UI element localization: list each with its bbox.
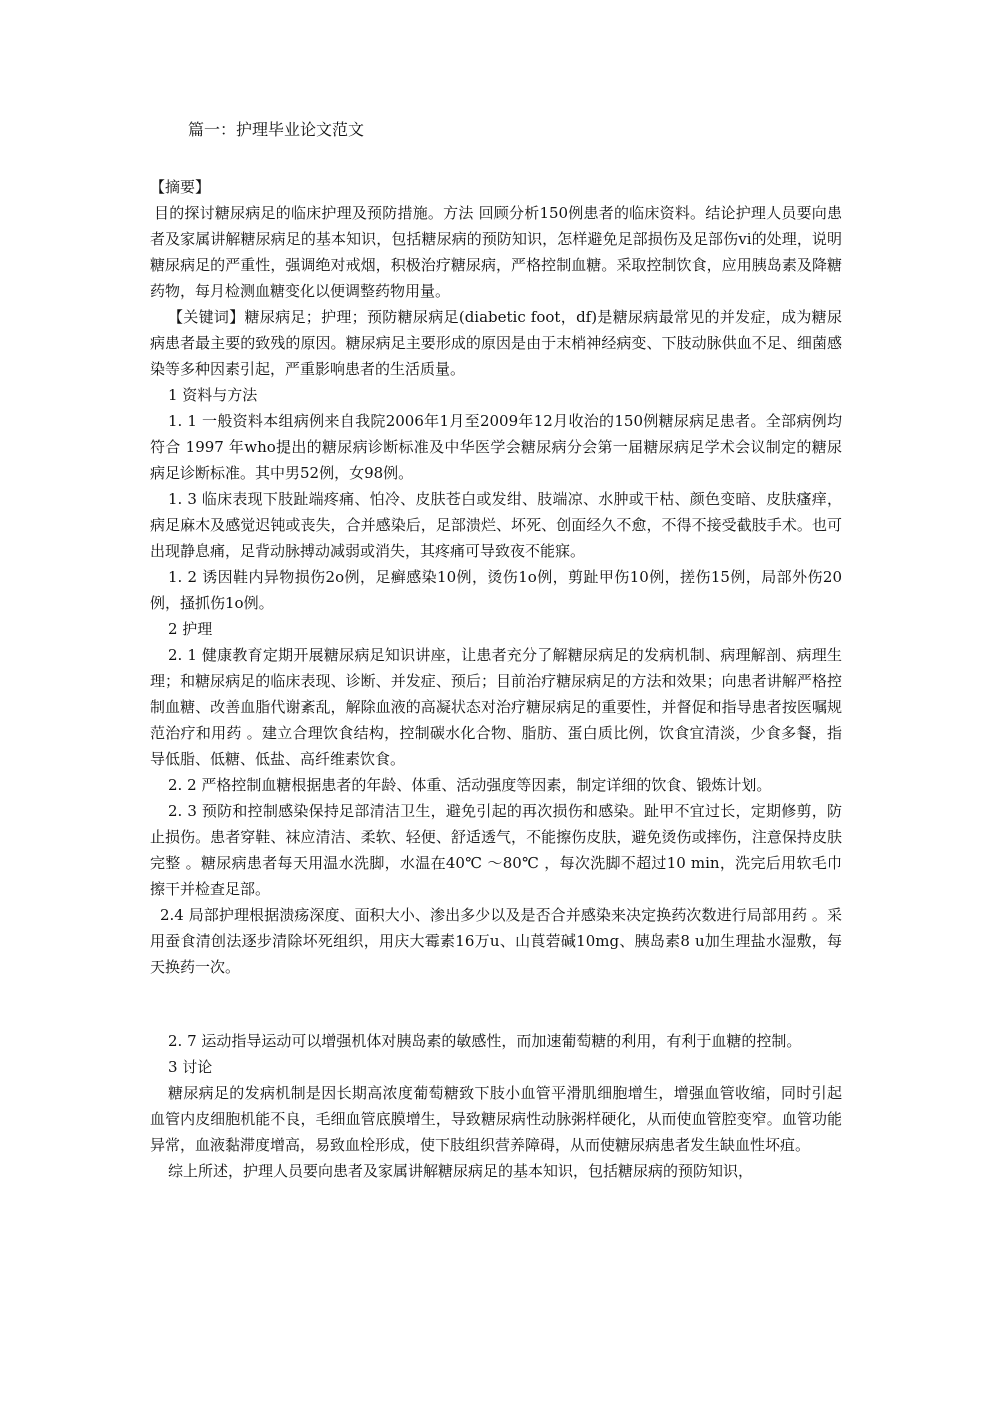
section-1-heading: 1 资料与方法 (168, 386, 258, 404)
abstract-paragraph: 目的探讨糖尿病足的临床护理及预防措施。方法 回顾分析150例患者的临床资料。结论护理人员要向患者及家属讲解糖尿病足的基本知识，包括糖尿病的预防知识，怎样避免足部损伤及足部伤vi的处理，说明糖尿病足的严重性，强调绝对戒烟，积极治疗糖尿病，严格控制血糖。采取控制饮食，应用胰岛素及降糖药物，每月检测血糖变化以便调整药物用量。 (150, 204, 842, 300)
paragraph-2-1: 2. 1 健康教育定期开展糖尿病足知识讲座，让患者充分了解糖尿病足的发病机制、病理解剖、病理生理；和糖尿病足的临床表现、诊断、并发症、预后；目前治疗糖尿病足的方法和效果；向患者讲解严格控制血糖、改善血脂代谢紊乱，解除血液的高凝状态对治疗糖尿病足的重要性，并督促和指导患者按医嘱规范治疗和用药 。建立合理饮食结构，控制碳水化合物、脂肪、蛋白质比例，饮食宜清淡，少食多餐，指导低脂、低糖、低盐、高纤维素饮食。 (150, 646, 842, 768)
document-title: 篇一：护理毕业论文范文 (188, 120, 365, 139)
keywords-paragraph: 【关键词】糖尿病足；护理；预防糖尿病足(diabetic foot，df)是糖尿病最常见的并发症，成为糖尿病患者最主要的致残的原因。糖尿病足主要形成的原因是由于末梢神经病变、下肢动脉供血不足、细菌感染等多种因素引起，严重影响患者的生活质量。 (150, 308, 842, 378)
paragraph-gap (150, 980, 842, 1028)
paragraph-2-3: 2. 3 预防和控制感染保持足部清洁卫生，避免引起的再次损伤和感染。趾甲不宜过长，定期修剪，防止损伤。患者穿鞋、袜应清洁、柔软、轻便、舒适透气，不能擦伤皮肤，避免烫伤或摔伤，注意保持皮肤完整 。糖尿病患者每天用温水洗脚，水温在40℃ ～80℃ ，每次洗脚不超过10 min，洗完后用软毛巾擦干并检查足部。 (150, 802, 842, 898)
paragraph-1-1: 1. 1 一般资料本组病例来自我院2006年1月至2009年12月收治的150例糖尿病足患者。全部病例均符合 1997 年who提出的糖尿病诊断标准及中华医学会糖尿病分会第一届糖尿病足学术会议制定的糖尿病足诊断标准。其中男52例，女98例。 (150, 412, 842, 482)
section-3-heading: 3 讨论 (168, 1058, 213, 1076)
paragraph-2-4: 2.4 局部护理根据溃疡深度、面积大小、渗出多少以及是否合并感染来决定换药次数进行局部用药 。采用蚕食清创法逐步清除坏死组织，用庆大霉素16万u、山莨菪碱10mg、胰岛素8 u加生理盐水湿敷，每天换药一次。 (150, 906, 842, 976)
paragraph-2-2: 2. 2 严格控制血糖根据患者的年龄、体重、活动强度等因素，制定详细的饮食、锻炼计划。 (168, 776, 772, 794)
paragraph-3-2: 综上所述，护理人员要向患者及家属讲解糖尿病足的基本知识，包括糖尿病的预防知识， (168, 1162, 754, 1180)
document-page (150, 120, 842, 1184)
abstract-label: 【摘要】 (150, 178, 211, 196)
paragraph-3-1: 糖尿病足的发病机制是因长期高浓度葡萄糖致下肢小血管平滑肌细胞增生，增强血管收缩，同时引起血管内皮细胞机能不良，毛细血管底膜增生，导致糖尿病性动脉粥样硬化，从而使血管腔变窄。血管功能异常，血液黏滞度增高，易致血栓形成，使下肢组织营养障碍，从而使糖尿病患者发生缺血性坏疽。 (150, 1084, 842, 1154)
paragraph-1-3: 1. 3 临床表现下肢趾端疼痛、怕冷、皮肤苍白或发绀、肢端凉、水肿或干枯、颜色变暗、皮肤瘙痒，病足麻木及感觉迟钝或丧失，合并感染后，足部溃烂、坏死、创面经久不愈，不得不接受截肢手术。也可出现静息痛，足背动脉搏动减弱或消失，其疼痛可导致夜不能寐。 (150, 490, 842, 560)
paragraph-1-2: 1. 2 诱因鞋内异物损伤2o例，足癣感染10例，烫伤1o例，剪趾甲伤10例，搓伤15例，局部外伤20例，搔抓伤1o例。 (150, 568, 842, 612)
section-2-heading: 2 护理 (168, 620, 213, 638)
paragraph-2-7: 2. 7 运动指导运动可以增强机体对胰岛素的敏感性，而加速葡萄糖的利用，有利于血糖的控制。 (168, 1032, 802, 1050)
